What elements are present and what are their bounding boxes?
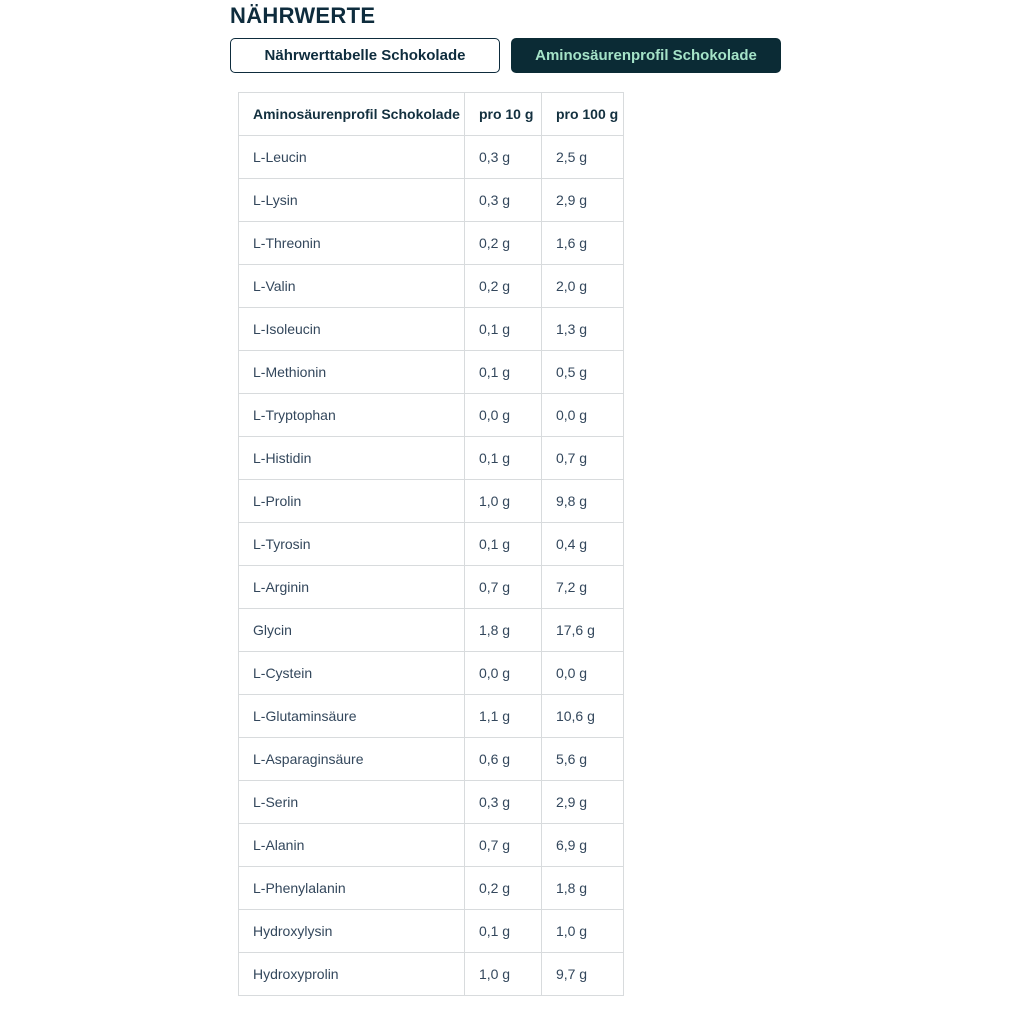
table-row [239, 566, 624, 609]
amino-per100g-cell: 1,0 g [541, 910, 623, 953]
amino-per100g-cell: 1,8 g [541, 867, 623, 910]
amino-name-cell: L-Leucin [239, 136, 465, 179]
table-row [239, 523, 624, 566]
table-row [239, 179, 624, 222]
amino-per100g-cell: 0,0 g [541, 394, 623, 437]
table-row [239, 695, 624, 738]
table-row [239, 609, 624, 652]
amino-name-cell: L-Histidin [239, 437, 465, 480]
table-row [239, 308, 624, 351]
amino-per10g-cell: 1,1 g [464, 695, 541, 738]
amino-per10g-cell: 0,3 g [464, 179, 541, 222]
amino-per10g-cell: 0,1 g [464, 910, 541, 953]
amino-per10g-cell: 1,0 g [464, 953, 541, 996]
amino-name-cell: Hydroxylysin [239, 910, 465, 953]
amino-per100g-cell: 17,6 g [541, 609, 623, 652]
amino-name-cell: L-Serin [239, 781, 465, 824]
amino-per10g-cell: 0,6 g [464, 738, 541, 781]
amino-per100g-cell: 2,9 g [541, 781, 623, 824]
table-row [239, 394, 624, 437]
table-header-row [239, 93, 624, 136]
amino-name-cell: L-Glutaminsäure [239, 695, 465, 738]
amino-per10g-cell: 0,2 g [464, 867, 541, 910]
tab-aminosaeurenprofil[interactable]: Aminosäurenprofil Schokolade [511, 38, 781, 73]
amino-per10g-cell: 1,0 g [464, 480, 541, 523]
amino-per100g-cell: 0,5 g [541, 351, 623, 394]
amino-per100g-cell: 2,0 g [541, 265, 623, 308]
table-row [239, 265, 624, 308]
amino-per10g-cell: 0,1 g [464, 351, 541, 394]
amino-per10g-cell: 0,3 g [464, 136, 541, 179]
table-row [239, 351, 624, 394]
table-row [239, 437, 624, 480]
tab-bar [230, 38, 781, 73]
table-row [239, 824, 624, 867]
amino-per100g-cell: 0,4 g [541, 523, 623, 566]
table-row [239, 867, 624, 910]
amino-per100g-cell: 1,6 g [541, 222, 623, 265]
amino-per10g-cell: 0,1 g [464, 308, 541, 351]
amino-per100g-cell: 7,2 g [541, 566, 623, 609]
amino-acid-table [238, 92, 624, 996]
amino-per10g-cell: 0,2 g [464, 265, 541, 308]
amino-per10g-cell: 0,1 g [464, 437, 541, 480]
table-row [239, 652, 624, 695]
amino-per100g-cell: 6,9 g [541, 824, 623, 867]
amino-name-cell: L-Threonin [239, 222, 465, 265]
table-row [239, 738, 624, 781]
table-row [239, 781, 624, 824]
amino-name-cell: L-Methionin [239, 351, 465, 394]
table-row [239, 953, 624, 996]
amino-per10g-cell: 0,0 g [464, 394, 541, 437]
amino-per100g-cell: 5,6 g [541, 738, 623, 781]
section-title: NÄHRWERTE [230, 3, 376, 28]
column-header-per100g: pro 100 g [541, 93, 623, 136]
amino-per100g-cell: 2,9 g [541, 179, 623, 222]
table-row [239, 222, 624, 265]
amino-name-cell: L-Prolin [239, 480, 465, 523]
amino-name-cell: L-Arginin [239, 566, 465, 609]
amino-per100g-cell: 0,0 g [541, 652, 623, 695]
table-row [239, 910, 624, 953]
amino-name-cell: L-Lysin [239, 179, 465, 222]
nutrition-section [230, 0, 781, 996]
column-header-per10g: pro 10 g [464, 93, 541, 136]
table-row [239, 136, 624, 179]
amino-name-cell: L-Isoleucin [239, 308, 465, 351]
amino-name-cell: L-Asparaginsäure [239, 738, 465, 781]
amino-per10g-cell: 0,7 g [464, 566, 541, 609]
amino-name-cell: L-Phenylalanin [239, 867, 465, 910]
amino-name-cell: L-Valin [239, 265, 465, 308]
amino-per10g-cell: 1,8 g [464, 609, 541, 652]
amino-table-body [239, 136, 624, 996]
amino-per10g-cell: 0,0 g [464, 652, 541, 695]
amino-per10g-cell: 0,7 g [464, 824, 541, 867]
amino-name-cell: L-Cystein [239, 652, 465, 695]
amino-name-cell: Glycin [239, 609, 465, 652]
amino-per100g-cell: 0,7 g [541, 437, 623, 480]
amino-name-cell: L-Tryptophan [239, 394, 465, 437]
amino-name-cell: L-Tyrosin [239, 523, 465, 566]
tab-naehrwerttabelle[interactable]: Nährwerttabelle Schokolade [230, 38, 500, 73]
column-header-name: Aminosäurenprofil Schokolade [239, 93, 465, 136]
table-row [239, 480, 624, 523]
amino-name-cell: Hydroxyprolin [239, 953, 465, 996]
amino-name-cell: L-Alanin [239, 824, 465, 867]
amino-per100g-cell: 1,3 g [541, 308, 623, 351]
amino-per100g-cell: 2,5 g [541, 136, 623, 179]
amino-per10g-cell: 0,1 g [464, 523, 541, 566]
amino-per100g-cell: 9,7 g [541, 953, 623, 996]
amino-per10g-cell: 0,2 g [464, 222, 541, 265]
amino-per100g-cell: 10,6 g [541, 695, 623, 738]
amino-per10g-cell: 0,3 g [464, 781, 541, 824]
amino-per100g-cell: 9,8 g [541, 480, 623, 523]
